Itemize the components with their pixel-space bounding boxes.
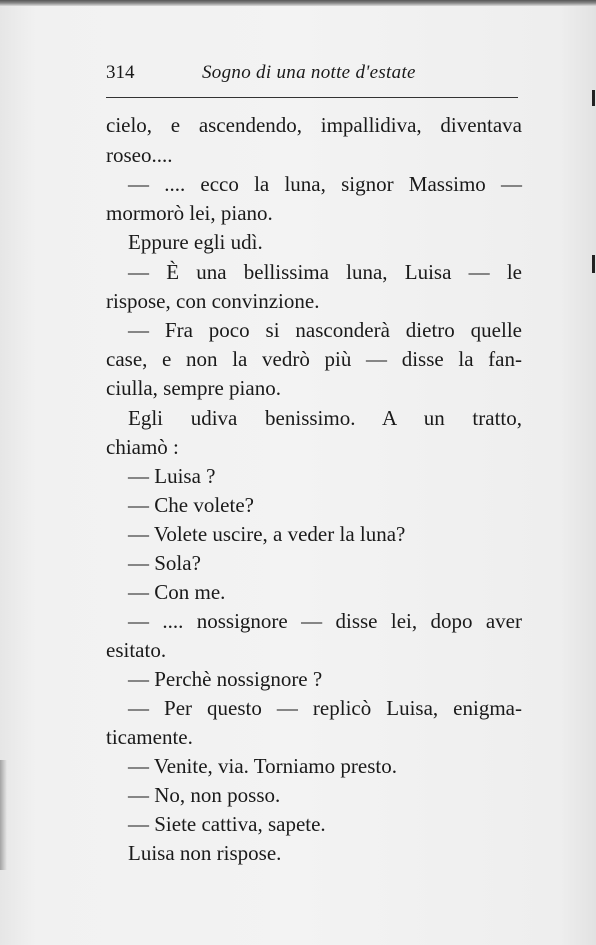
text-line: — No, non posso. [128, 783, 281, 807]
text-line: — È una bellissima luna, Luisa — le [128, 260, 522, 284]
text-line: chiamò : [106, 435, 179, 459]
text-line: Luisa non rispose. [128, 841, 282, 865]
text-line: — Che volete? [128, 493, 254, 517]
text-line: — Per questo — replicò Luisa, enigma- [128, 696, 522, 720]
page-number: 314 [106, 62, 135, 83]
text-line: — Con me. [128, 580, 226, 604]
text-line: — Volete uscire, a veder la luna? [128, 522, 406, 546]
text-line: cielo, e ascendendo, impallidiva, diventava [106, 113, 522, 137]
text-line: roseo.... [106, 143, 173, 167]
text-line: case, e non la vedrò più — disse la fan- [106, 347, 522, 371]
text-line: mormorò lei, piano. [106, 201, 273, 225]
text-line: — Luisa ? [128, 464, 216, 488]
text-line: — Sola? [128, 551, 201, 575]
running-head [106, 62, 518, 86]
text-line: — Venite, via. Torniamo presto. [128, 754, 397, 778]
text-line: Eppure egli udì. [128, 230, 263, 254]
text-line: — Perchè nossignore ? [128, 667, 323, 691]
page-edge-mark [592, 255, 595, 273]
text-line: esitato. [106, 638, 167, 662]
text-line: ticamente. [106, 725, 193, 749]
page-edge-mark [592, 90, 595, 106]
text-line: Egli udiva benissimo. A un tratto, [128, 406, 522, 430]
running-title: Sogno di una notte d'estate [202, 62, 416, 83]
text-line: — .... ecco la luna, signor Massimo — [128, 172, 522, 196]
header-rule [106, 97, 518, 98]
text-line: — Siete cattiva, sapete. [128, 812, 326, 836]
page-binding-shadow [0, 760, 7, 870]
text-line: rispose, con convinzione. [106, 289, 320, 313]
page-top-edge [0, 0, 596, 6]
text-line: — .... nossignore — disse lei, dopo aver [128, 609, 522, 633]
text-line: ciulla, sempre piano. [106, 376, 281, 400]
text-line: — Fra poco si nasconderà dietro quelle [128, 318, 522, 342]
